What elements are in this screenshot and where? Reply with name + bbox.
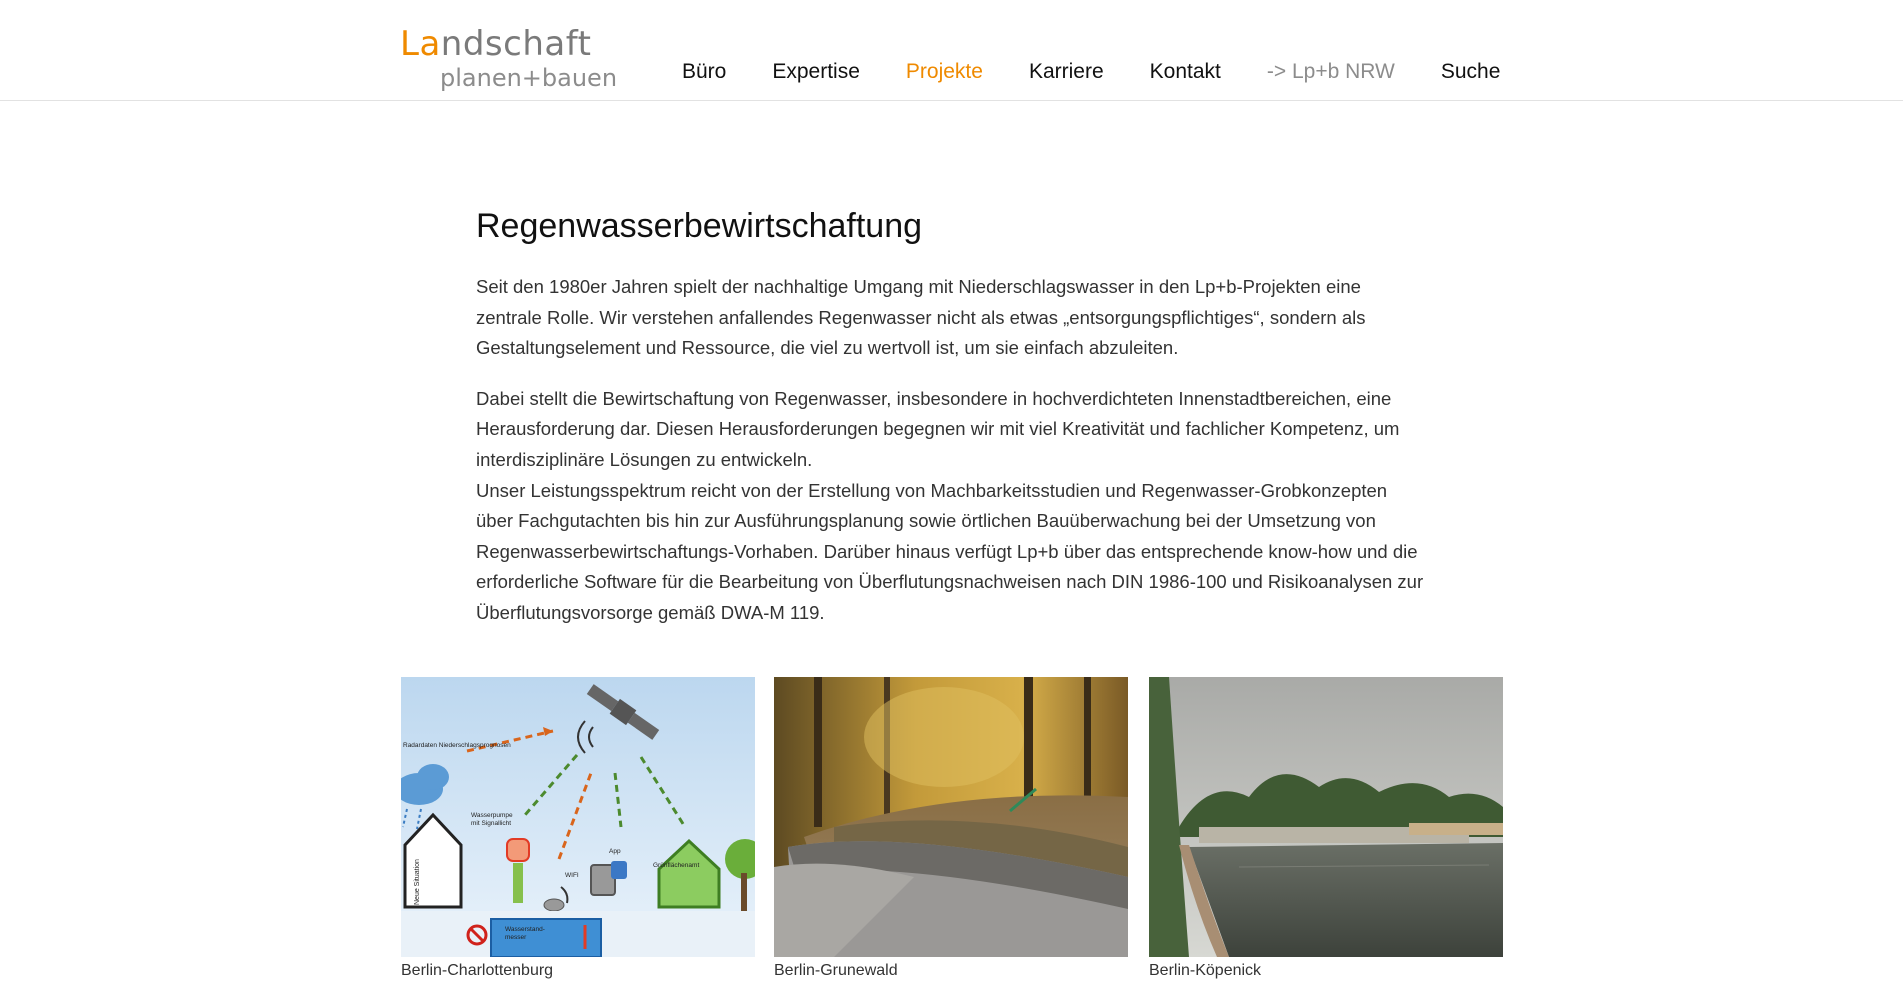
gallery-caption[interactable]: Berlin-Grunewald: [774, 962, 898, 979]
gallery-caption[interactable]: Berlin-Charlottenburg: [401, 962, 554, 979]
diagram-label-pump-1: Wasserpumpe: [471, 812, 513, 819]
nav-item-projekte[interactable]: Projekte: [905, 60, 983, 83]
site-logo[interactable]: [400, 24, 640, 90]
diagram-label-meter-1: Wasserstand-: [505, 926, 545, 933]
diagram-label-wifi: WIFI: [565, 872, 579, 879]
nav-item-buero[interactable]: Büro: [682, 60, 727, 83]
diagram-label-situation: Neue Situation: [414, 859, 421, 905]
gallery-caption[interactable]: Berlin-Köpenick: [1149, 962, 1262, 979]
diagram-label-app: App: [609, 848, 621, 855]
diagram-label-green-roof: Grünflächenamt: [653, 862, 700, 869]
diagram-label-meter-2: messer: [505, 934, 527, 941]
nav-item-karriere[interactable]: Karriere: [1028, 60, 1104, 83]
project-gallery: [401, 677, 1503, 979]
logo-wordmark: [400, 24, 591, 64]
nav-item-expertise[interactable]: Expertise: [772, 60, 860, 83]
diagram-label-forecast: Radardaten Niederschlagsprognosen: [403, 742, 511, 749]
diagram-label-pump-2: mit Signallicht: [471, 820, 512, 827]
main-content: [476, 200, 1426, 629]
gallery-item-charlottenburg[interactable]: [401, 677, 755, 981]
forest-gabion-wall-photo[interactable]: [774, 677, 1128, 957]
page-title: Regenwasserbewirtschaftung: [476, 207, 923, 245]
intro-paragraph: Seit den 1980er Jahren spielt der nachhaltige Umgang mit Niederschlagswasser in den Lp+b-Projekten eine zentrale Rolle. Wir verstehen anfallendes Regenwasser nicht als etwas „entsorgungspflichtiges“, sondern als Gestaltungselement und Ressource, die viel zu wertvoll ist, um sie einfach abzuleiten.: [476, 276, 1366, 359]
site-header: [0, 0, 1903, 101]
retention-pond-photo[interactable]: [1149, 677, 1503, 957]
gallery-item-grunewald[interactable]: [774, 677, 1128, 981]
rainwater-system-diagram-image[interactable]: [401, 677, 755, 957]
gallery-item-koepenick[interactable]: [1149, 677, 1503, 981]
main-nav: [682, 58, 1500, 86]
logo-accent-text: La: [400, 24, 441, 64]
logo-main-text: ndschaft: [440, 24, 592, 64]
nav-item-kontakt[interactable]: Kontakt: [1149, 60, 1221, 83]
nav-item-suche[interactable]: Suche: [1440, 60, 1501, 83]
services-paragraph: Unser Leistungsspektrum reicht von der Erstellung von Machbarkeitsstudien und Regenwasser-Grobkonzepten über Fachgutachten bis hin zur Ausführungsplanung sowie örtlichen Bauüberwachung bei der Umsetzung von Regenwasserbewirtschaftungs-Vorhaben. Darüber hinaus verfügt Lp+b über das entsprechende know-how und die erforderliche Software für die Bearbeitung von Überflutungsnachweisen nach DIN 1986-100 und Risikoanalysen zur Überflutungsvorsorge gemäß DWA-M 119.: [476, 479, 1424, 623]
nav-item-lpb-nrw[interactable]: -> Lp+b NRW: [1266, 60, 1395, 83]
logo-subtitle: planen+bauen: [440, 64, 618, 92]
challenge-paragraph: Dabei stellt die Bewirtschaftung von Regenwasser, insbesondere in hochverdichteten Innenstadtbereichen, eine Herausforderung dar. Diesen Herausforderungen begegnen wir mit viel Kreativität und fachlicher Kompetenz, um interdisziplinäre Lösungen zu entwickeln.: [476, 387, 1400, 470]
